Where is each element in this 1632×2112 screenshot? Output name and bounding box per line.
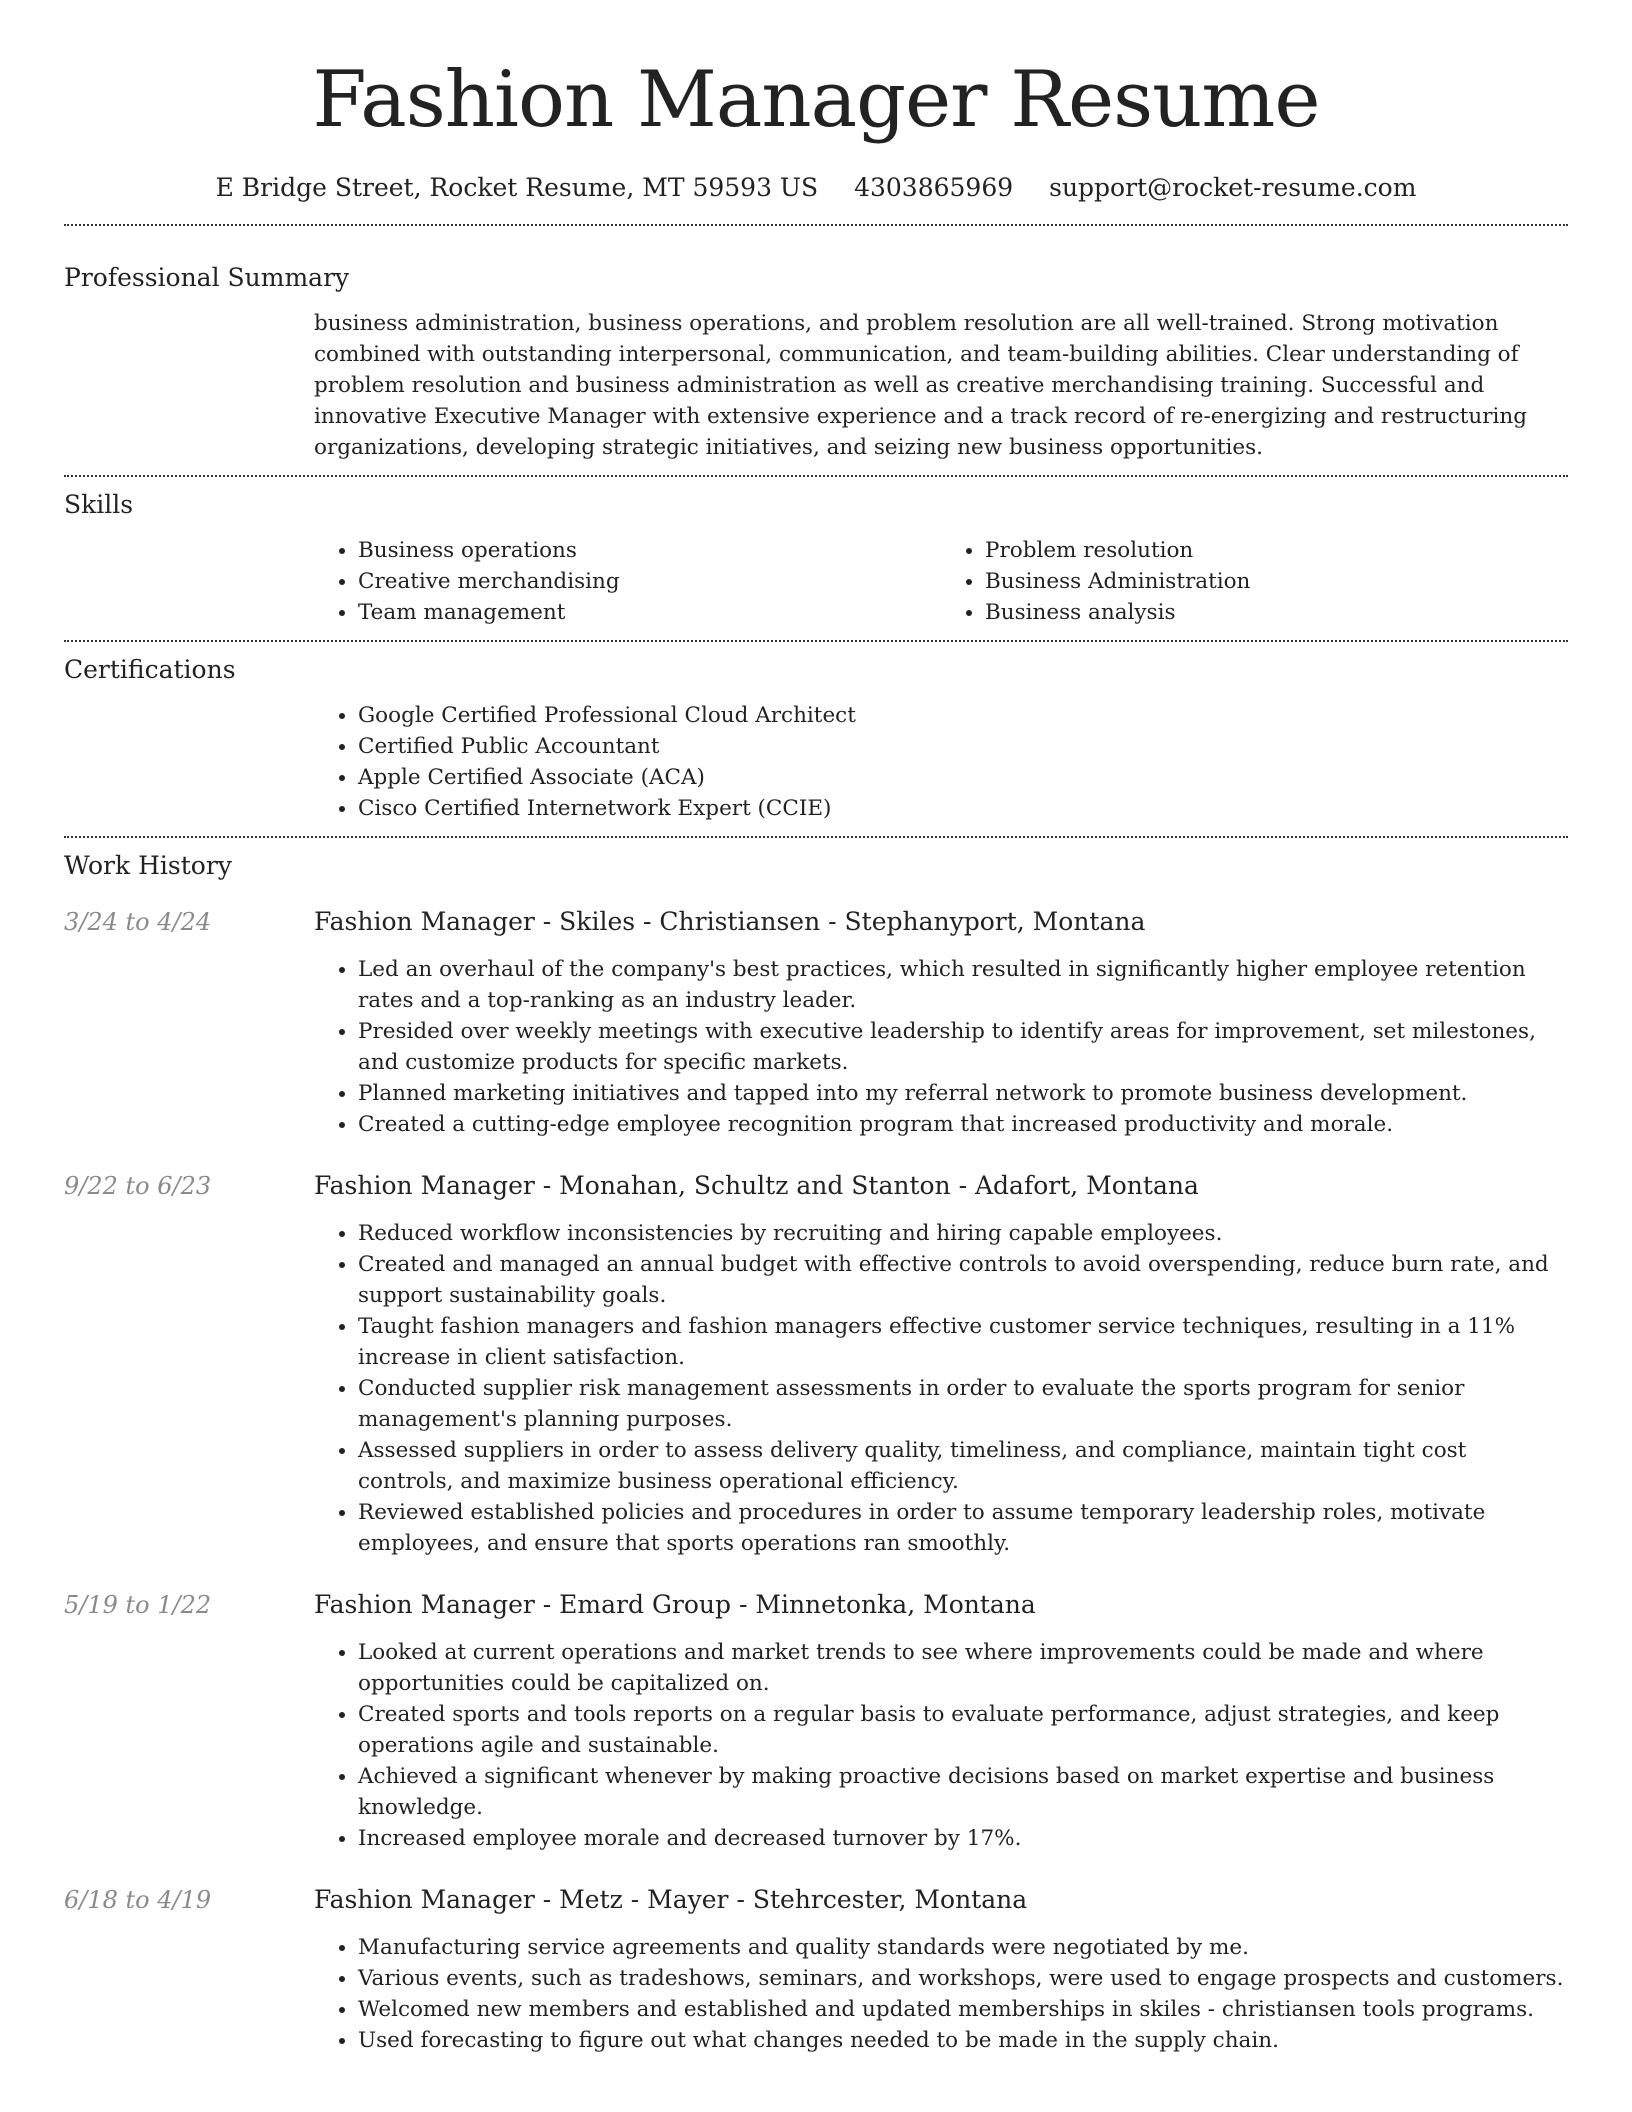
skill-item: • Team management	[358, 597, 941, 628]
divider	[64, 836, 1568, 838]
job-header	[64, 906, 1568, 938]
certification-item: • Certified Public Accountant	[358, 731, 1568, 762]
skill-item: • Business analysis	[985, 597, 1568, 628]
contact-line	[64, 172, 1568, 204]
job-bullet: • Led an overhaul of the company's best practices, which resulted in significantly higher employee retention rates and a top-ranking as an industry leader.	[358, 954, 1568, 1016]
job-bullet: • Manufacturing service agreements and quality standards were negotiated by me.	[358, 1932, 1568, 1963]
skill-item: • Problem resolution	[985, 535, 1568, 566]
divider	[64, 640, 1568, 642]
job-entry	[64, 1170, 1568, 1559]
job-bullet: • Used forecasting to figure out what changes needed to be made in the supply chain.	[358, 2025, 1568, 2056]
job-bullet: • Looked at current operations and market trends to see where improvements could be made and where opportunities could be capitalized on.	[358, 1637, 1568, 1699]
skills-section	[64, 489, 1568, 628]
certification-item: • Apple Certified Associate (ACA)	[358, 762, 1568, 793]
job-dates: 3/24 to 4/24	[64, 908, 212, 936]
job-title: Fashion Manager - Metz - Mayer - Stehrcester, Montana	[314, 1885, 1028, 1914]
work-history-section	[64, 850, 1568, 2056]
job-bullet: • Achieved a significant whenever by making proactive decisions based on market expertise and business knowledge.	[358, 1761, 1568, 1823]
job-bullet: • Created a cutting-edge employee recognition program that increased productivity and morale.	[358, 1109, 1568, 1140]
job-header	[64, 1884, 1568, 1916]
job-dates: 9/22 to 6/23	[64, 1172, 212, 1200]
skill-item: • Business operations	[358, 535, 941, 566]
job-bullet: • Created sports and tools reports on a regular basis to evaluate performance, adjust strategies, and keep operations agile and sustainable.	[358, 1699, 1568, 1761]
job-bullet: • Planned marketing initiatives and tapped into my referral network to promote business development.	[358, 1078, 1568, 1109]
job-bullets	[314, 1932, 1568, 2056]
certifications-list	[314, 700, 1568, 824]
job-bullet: • Welcomed new members and established and updated memberships in skiles - christiansen tools programs.	[358, 1994, 1568, 2025]
job-bullet: • Presided over weekly meetings with executive leadership to identify areas for improvement, set milestones, and customize products for specific markets.	[358, 1016, 1568, 1078]
job-bullet: • Reviewed established policies and procedures in order to assume temporary leadership roles, motivate employees, and ensure that sports operations ran smoothly.	[358, 1497, 1568, 1559]
resume-title: Fashion Manager Resume	[312, 55, 1320, 145]
job-bullet: • Reduced workflow inconsistencies by recruiting and hiring capable employees.	[358, 1218, 1568, 1249]
job-bullet: • Assessed suppliers in order to assess delivery quality, timeliness, and compliance, maintain tight cost controls, and maximize business operational efficiency.	[358, 1435, 1568, 1497]
skill-item: • Business Administration	[985, 566, 1568, 597]
divider	[64, 475, 1568, 477]
certifications-section	[64, 654, 1568, 824]
certification-item: • Google Certified Professional Cloud Architect	[358, 700, 1568, 731]
job-dates: 5/19 to 1/22	[64, 1591, 212, 1619]
job-bullet: • Taught fashion managers and fashion managers effective customer service techniques, resulting in a 11% increase in client satisfaction.	[358, 1311, 1568, 1373]
job-bullet: • Created and managed an annual budget with effective controls to avoid overspending, reduce burn rate, and support sustainability goals.	[358, 1249, 1568, 1311]
certifications-body	[314, 700, 1568, 824]
summary-text: business administration, business operations, and problem resolution are all well-trained. Strong motivation combined with outstanding interpersonal, communication, and team-building abilities. Clear understanding of problem resolution and business administration as well as creative merchandising training. Successful and innovative Executive Manager with extensive experience and a track record of re-energizing and restructuring organizations, developing strategic initiatives, and seizing new business opportunities.	[314, 311, 1528, 460]
summary-body	[314, 308, 1568, 463]
section-title-skills: Skills	[64, 490, 134, 519]
resume-page	[64, 0, 1568, 2056]
skills-grid	[314, 535, 1568, 628]
job-bullets	[314, 1218, 1568, 1559]
contact-phone: 4303865969	[854, 173, 1014, 202]
skills-list-left	[314, 535, 941, 628]
skill-item: • Creative merchandising	[358, 566, 941, 597]
job-bullet: • Various events, such as tradeshows, seminars, and workshops, were used to engage prospects and customers.	[358, 1963, 1568, 1994]
job-title: Fashion Manager - Monahan, Schultz and Stanton - Adafort, Montana	[314, 1171, 1199, 1200]
skills-list-right	[941, 535, 1568, 628]
job-bullets	[314, 954, 1568, 1140]
job-bullet: • Conducted supplier risk management assessments in order to evaluate the sports program for senior management's planning purposes.	[358, 1373, 1568, 1435]
job-bullet: • Increased employee morale and decreased turnover by 17%.	[358, 1823, 1568, 1854]
certification-item: • Cisco Certified Internetwork Expert (CCIE)	[358, 793, 1568, 824]
job-title: Fashion Manager - Emard Group - Minnetonka, Montana	[314, 1590, 1036, 1619]
job-bullets	[314, 1637, 1568, 1854]
job-entry	[64, 1884, 1568, 2056]
summary-section	[64, 262, 1568, 463]
contact-address: E Bridge Street, Rocket Resume, MT 59593 US	[215, 173, 819, 202]
contact-email: support@rocket-resume.com	[1049, 173, 1417, 202]
job-header	[64, 1170, 1568, 1202]
job-dates: 6/18 to 4/19	[64, 1886, 212, 1914]
section-title-work-history: Work History	[64, 851, 232, 880]
job-entry	[64, 1589, 1568, 1854]
section-title-certifications: Certifications	[64, 655, 236, 684]
job-entry	[64, 906, 1568, 1140]
section-title-summary: Professional Summary	[64, 263, 350, 292]
job-header	[64, 1589, 1568, 1621]
divider	[64, 224, 1568, 226]
job-title: Fashion Manager - Skiles - Christiansen - Stephanyport, Montana	[314, 907, 1146, 936]
